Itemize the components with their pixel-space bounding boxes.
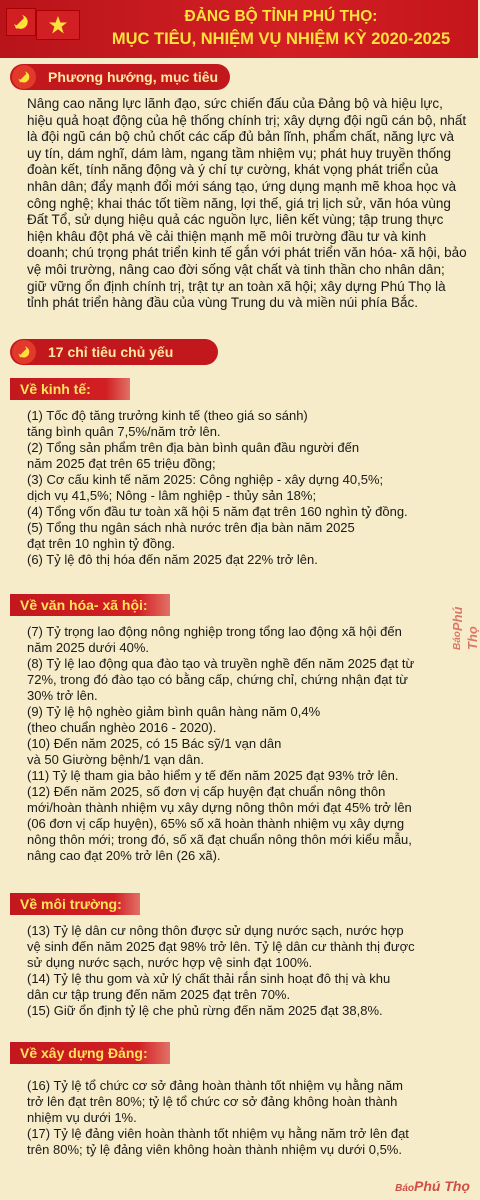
target-item: (7) Tỷ trọng lao động nông nghiệp trong tổng lao động xã hội đến năm 2025 dưới 40%.	[27, 624, 402, 655]
section-pill-direction	[10, 64, 230, 90]
target-item: (14) Tỷ lệ thu gom và xử lý chất thải rắn sinh hoạt đô thị và khu dân cư tập trung đến năm 2025 đạt trên 70%.	[27, 971, 391, 1002]
watermark-bottom: BáoPhú Thọ	[395, 1178, 470, 1194]
target-item: (13) Tỷ lệ dân cư nông thôn được sử dụng nước sạch, nước hợp vệ sinh đến năm 2025 đạt 98% trở lên. Tỷ lệ dân cư thành thị được sử dụng nước sạch, nước hợp vệ sinh đạt 100%.	[27, 923, 415, 970]
page-title-line2: MỤC TIÊU, NHIỆM VỤ NHIỆM KỲ 2020-2025	[111, 30, 451, 48]
subhead-environment: Về môi trường:	[10, 893, 140, 915]
subhead-culture: Về văn hóa- xã hội:	[10, 594, 170, 616]
direction-paragraph: Nâng cao năng lực lãnh đạo, sức chiến đấu của Đảng bộ và hiệu lực, hiệu quả hoạt động của hệ thống chính trị; xây dựng đội ngũ cán bộ, nhất là đội ngũ cán bộ chủ chốt các cấp đủ bản lĩnh, phẩm chất, năng lực và uy tín, dám nghĩ, dám làm, ngang tầm nhiệm vụ; phát huy truyền thống đoàn kết, tính năng động và ý chí tự cường, khát vọng phát triển của nhân dân; đẩy mạnh đổi mới sáng tạo, ứng dụng mạnh mẽ khoa học và công nghệ; khai thác tốt tiềm năng, lợi thế, giá trị lịch sử, văn hóa vùng Đất Tổ, sử dụng hiệu quả các nguồn lực, liên kết vùng; tập trung thực hiện khâu đột phá về cải thiện mạnh mẽ môi trường đầu tư và kinh doanh; chú trọng phát triển kinh tế gắn với phát triển văn hóa- xã hội, bảo vệ môi trường, nâng cao đời sống vật chất và tinh thần cho nhân dân; giữ vững ổn định chính trị, trật tự an toàn xã hội; xây dựng Phú Thọ là tỉnh phát triển hàng đầu của vùng Trung du và miền núi phía Bắc.	[27, 96, 467, 311]
subhead-party: Về xây dựng Đảng:	[10, 1042, 170, 1064]
hammer-sickle-icon	[12, 65, 36, 89]
target-item: (9) Tỷ lệ hộ nghèo giảm bình quân hàng năm 0,4% (theo chuẩn nghèo 2016 - 2020).	[27, 704, 321, 735]
target-item: (15) Giữ ổn định tỷ lệ che phủ rừng đến năm 2025 đạt 38,8%.	[27, 1003, 383, 1018]
section-pill-targets	[10, 339, 218, 365]
watermark-vertical: BáoPhú Thọ	[450, 606, 480, 650]
target-item: (12) Đến năm 2025, số đơn vị cấp huyện đạt chuẩn nông thôn mới/hoàn thành nhiệm vụ xây dựng nông thôn mới đạt 45% trở lên (06 đơn vị cấp huyện), 65% số xã hoàn thành nhiệm vụ xây dựng nông thôn mới; trong đó, số xã đạt chuẩn nông thôn mới kiểu mẫu, nâng cao đạt 20% trở lên (26 xã).	[27, 784, 412, 863]
target-item: (5) Tổng thu ngân sách nhà nước trên địa bàn năm 2025 đạt trên 10 nghìn tỷ đồng.	[27, 520, 355, 551]
hammer-sickle-icon	[12, 340, 36, 364]
target-item: (2) Tổng sản phẩm trên địa bàn bình quân đầu người đến năm 2025 đạt trên 65 triệu đồng;	[27, 440, 360, 471]
vietnam-flag-icon	[36, 10, 80, 40]
target-item: (17) Tỷ lệ đảng viên hoàn thành tốt nhiệm vụ hằng năm trở lên đạt trên 80%; tỷ lệ đảng viên không hoàn thành nhiệm vụ dưới 0,5%.	[27, 1126, 409, 1157]
target-item: (11) Tỷ lệ tham gia bảo hiểm y tế đến năm 2025 đạt 93% trở lên.	[27, 768, 399, 783]
target-item: (8) Tỷ lệ lao động qua đào tạo và truyền nghề đến năm 2025 đạt từ 72%, trong đó đào tạo có bằng cấp, chứng chỉ, chứng nhận đạt từ 30% trở lên.	[27, 656, 415, 703]
target-item: (1) Tốc độ tăng trưởng kinh tế (theo giá so sánh) tăng bình quân 7,5%/năm trở lên.	[27, 408, 308, 439]
target-item: (3) Cơ cấu kinh tế năm 2025: Công nghiệp - xây dựng 40,5%; dịch vụ 41,5%; Nông - lâm nghiệp - thủy sản 18%;	[27, 472, 384, 503]
header-banner	[0, 0, 478, 58]
target-item: (10) Đến năm 2025, có 15 Bác sỹ/1 vạn dân và 50 Giường bệnh/1 vạn dân.	[27, 736, 282, 767]
section-label-direction: Phương hướng, mục tiêu	[48, 69, 219, 85]
page-title-line1: ĐẢNG BỘ TỈNH PHÚ THỌ:	[184, 8, 378, 25]
section-label-targets: 17 chỉ tiêu chủ yếu	[48, 344, 174, 360]
target-item: (6) Tỷ lệ đô thị hóa đến năm 2025 đạt 22% trở lên.	[27, 552, 318, 567]
party-flag-icon	[6, 8, 36, 36]
subhead-economy: Về kinh tế:	[10, 378, 130, 400]
target-item: (4) Tổng vốn đầu tư toàn xã hội 5 năm đạt trên 160 nghìn tỷ đồng.	[27, 504, 408, 519]
target-item: (16) Tỷ lệ tổ chức cơ sở đảng hoàn thành tốt nhiệm vụ hằng năm trở lên đạt trên 80%; tỷ lệ tổ chức cơ sở đảng không hoàn thành nhiệm vụ dưới 1%.	[27, 1078, 404, 1125]
